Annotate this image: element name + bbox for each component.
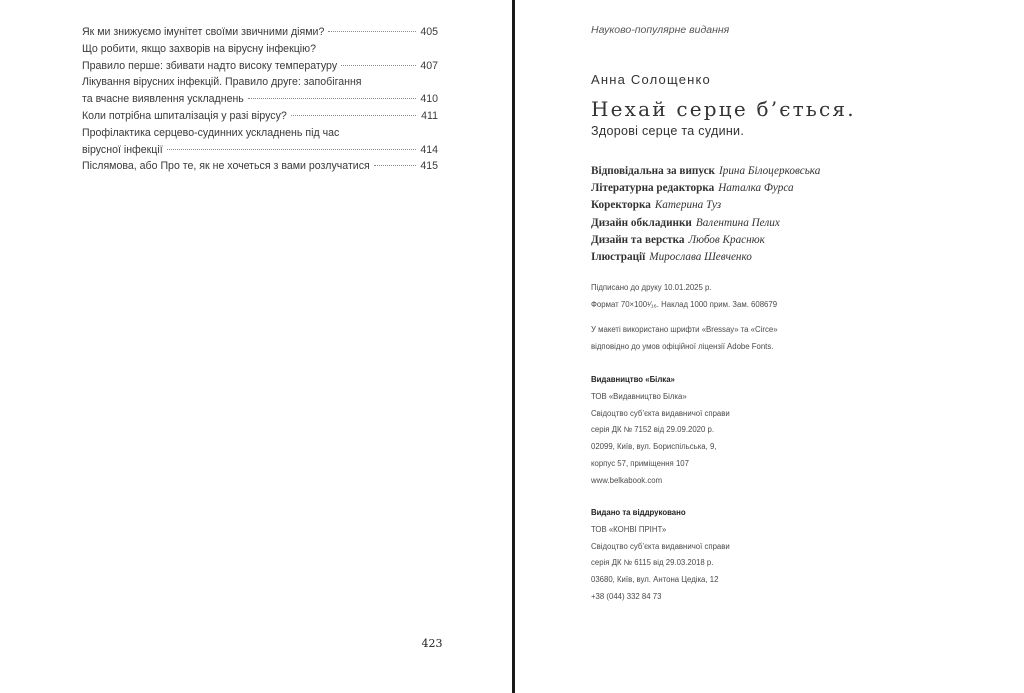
dot-leader <box>291 115 416 116</box>
toc-entry[interactable] <box>82 74 438 108</box>
toc-entry-title-continued: вірусної інфекції <box>82 143 163 156</box>
toc-entry[interactable] <box>82 58 438 75</box>
dot-leader <box>341 65 416 66</box>
toc-entry-page: 405 <box>420 26 438 38</box>
credit-role: Коректорка <box>591 199 651 212</box>
toc-line <box>82 108 438 125</box>
credit-role: Літературна редакторка <box>591 182 715 195</box>
printer-heading: Видано та віддруковано <box>591 508 686 517</box>
fonts-info-line: відповідно до умов офіційної ліцензії Adobe Fonts. <box>591 341 774 351</box>
printer-line: серія ДК № 6115 від 29.03.2018 р. <box>591 558 714 568</box>
toc-entry-title: Як ми знижуємо імунітет своїми звичними діями? <box>82 26 325 38</box>
book-subtitle: Здорові серце та судини. <box>591 124 745 138</box>
toc-line <box>82 24 438 41</box>
publisher-line: корпус 57, приміщення 107 <box>591 458 689 468</box>
printer-line: ТОВ «КОНВІ ПРІНТ» <box>591 524 667 534</box>
credit-line <box>591 180 820 197</box>
dot-leader <box>374 165 416 166</box>
print-info <box>591 280 777 314</box>
toc-line <box>82 125 438 142</box>
toc-entry[interactable] <box>82 125 438 159</box>
right-page <box>515 0 1024 693</box>
toc-entry[interactable] <box>82 24 438 41</box>
toc-entry-page: 411 <box>421 109 438 122</box>
toc-entry[interactable] <box>82 41 438 58</box>
credit-line <box>591 197 820 214</box>
toc-entry[interactable] <box>82 108 438 125</box>
toc-entry-title: Правило перше: збивати надто високу температуру <box>82 59 338 72</box>
credit-line <box>591 232 820 249</box>
credits-list <box>591 163 820 266</box>
publisher-website-link[interactable]: www.belkabook.com <box>591 475 663 485</box>
toc-entry-title: Післямова, або Про те, як не хочеться з вами розлучатися <box>82 160 370 173</box>
publisher-heading: Видавництво «Білка» <box>591 375 675 384</box>
printer-line: 03680, Київ, вул. Антона Цедіка, 12 <box>591 575 719 585</box>
publisher-info <box>591 372 730 490</box>
credit-line <box>591 215 820 232</box>
credit-name: Катерина Туз <box>654 199 722 212</box>
credit-line <box>591 163 820 180</box>
toc-entry-title: Лікування вірусних інфекцій. Правило друге: запобігання <box>82 76 362 89</box>
credit-role: Відповідальна за випуск <box>591 165 716 177</box>
dot-leader <box>328 31 416 32</box>
toc-line <box>82 158 438 175</box>
book-author: Анна Солощенко <box>591 72 711 87</box>
dot-leader <box>167 149 416 150</box>
toc-line <box>82 74 438 91</box>
print-info-line: Формат 70×100¹⁄₁₆. Наклад 1000 прим. Зам. 608679 <box>591 299 778 309</box>
book-title: Нехай серце б’ється. <box>591 97 856 121</box>
toc-entry-page: 414 <box>420 143 438 156</box>
toc-entry-page: 407 <box>420 59 438 72</box>
toc-entry-title-continued: та вчасне виявлення ускладнень <box>82 93 244 106</box>
credit-name: Мирослава Шевченко <box>649 251 752 264</box>
page-number: 423 <box>421 637 443 650</box>
publisher-line: Свідоцтво суб’єкта видавничої справи <box>591 408 730 418</box>
toc-entry-title: Профілактика серцево-судинних ускладнень під час <box>82 126 340 139</box>
credit-name: Наталка Фурса <box>718 182 794 195</box>
printer-info <box>591 505 730 606</box>
toc-entry-title: Що робити, якщо захворів на вірусну інфекцію? <box>82 42 316 55</box>
printer-line: Свідоцтво суб’єкта видавничої справи <box>591 541 730 551</box>
printer-phone: +38 (044) 332 84 73 <box>591 591 662 601</box>
toc-entry-page: 415 <box>420 160 438 173</box>
credit-role: Дизайн обкладинки <box>591 216 692 229</box>
publisher-line: 02099, Київ, вул. Бориспільська, 9, <box>591 442 717 452</box>
toc-line <box>82 91 438 108</box>
credit-role: Ілюстрації <box>591 251 646 264</box>
print-info-line: Підписано до друку 10.01.2025 р. <box>591 283 712 292</box>
dot-leader <box>248 98 416 99</box>
credit-name: Ірина Білоцерковська <box>719 165 821 177</box>
credit-name: Валентина Пелих <box>695 216 780 229</box>
book-genre: Науково-популярне видання <box>591 24 730 36</box>
credit-role: Дизайн та верстка <box>591 233 685 246</box>
toc-entry-page: 410 <box>420 93 438 106</box>
toc-entry-title: Коли потрібна шпиталізація у разі вірусу? <box>82 109 287 122</box>
fonts-info-line: У макеті використано шрифти «Bressay» та «Circe» <box>591 325 778 334</box>
table-of-contents <box>82 24 438 175</box>
publisher-line: ТОВ «Видавництво Білка» <box>591 391 687 401</box>
credit-name: Любов Краснюк <box>688 233 765 246</box>
toc-line <box>82 41 438 58</box>
credit-line <box>591 249 820 266</box>
toc-line <box>82 142 438 159</box>
publisher-line: серія ДК № 7152 від 29.09.2020 р. <box>591 425 715 435</box>
fonts-info <box>591 322 778 356</box>
toc-line <box>82 58 438 75</box>
toc-entry[interactable] <box>82 158 438 175</box>
